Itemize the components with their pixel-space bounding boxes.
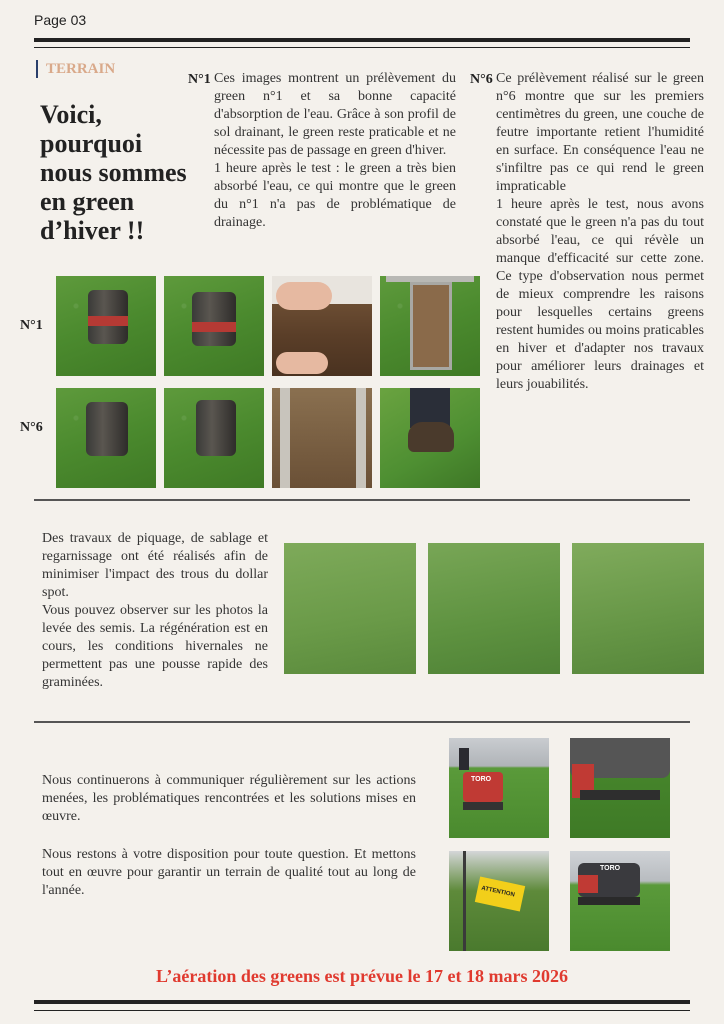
n1-label: N°1 [188, 72, 211, 87]
n6-boot-on-green-photo [380, 388, 480, 488]
page-number: Page 03 [34, 12, 87, 28]
aerator-photo-1 [449, 738, 549, 838]
divider-2 [34, 721, 690, 723]
warning-sign-photo [449, 851, 549, 951]
footer-rule-thin [34, 1010, 690, 1011]
n6-para-1: Ce prélèvement réalisé sur le green n°6 montre que sur les premiers centimètres du green, une couche de feutre importante retient l'humidité en surface. En conséquence l'eau ne s'infiltre pas ce qui rend le green impraticable [496, 71, 704, 194]
n6-cup-photo-1 [56, 388, 156, 488]
machine-brand-2: TORO [600, 865, 621, 872]
photo-row-label-n6: N°6 [20, 420, 43, 435]
n1-para-1: Ces images montrent un prélèvement du green n°1 et sa bonne capacité d'absorption de l'eau. Grâce à son profil de sol drainant, le green reste praticable et ne nécessite pas de passage en green d'hiver. [214, 71, 456, 158]
aeration-announcement: L’aération des greens est prévue le 17 et 18 mars 2026 [156, 966, 568, 986]
header-rule-thin [34, 47, 690, 48]
divider-1 [34, 499, 690, 501]
works-para-2: Vous pouvez observer sur les photos la levée des semis. La régénération est en cours, les conditions hivernales ne permettent pas une pousse rapide des graminées. [42, 603, 268, 690]
n1-soil-core-photo [272, 276, 372, 376]
n1-cup-photo-1 [56, 276, 156, 376]
header-rule-thick [34, 38, 690, 42]
n6-label: N°6 [470, 72, 493, 87]
communication-text: Nous continuerons à communiquer régulièrement sur les actions menées, les problématiques rencontrées et les solutions mises en œuvre. [42, 773, 416, 824]
seedling-photo-1 [284, 543, 416, 674]
n6-para-2: 1 heure après le test, nous avons constaté que le green n'a pas du tout absorbé l'eau, ce qui révèle un manque d'efficacité sur cette zone. Ce type d'observation nous permet de mieux comprendre les raisons pour lesquelles certains greens restent humides ou moins praticables en hiver et d'adapter nos travaux pour améliorer leurs drainages et leurs jouabilités. [496, 197, 704, 392]
page-title: Voici, pourquoi nous sommes en green d’hiver !! [40, 100, 187, 245]
n6-cup-photo-2 [164, 388, 264, 488]
aerator-photo-2 [570, 738, 670, 838]
n6-description [496, 70, 704, 394]
photo-row-label-n1: N°1 [20, 318, 43, 333]
n1-description [214, 70, 456, 232]
seedling-photo-2 [428, 543, 560, 674]
works-description [42, 530, 268, 692]
works-para-1: Des travaux de piquage, de sablage et regarnissage ont été réalisés afin de minimiser l'impact des trous du dollar spot. [42, 531, 268, 600]
n1-cup-photo-2 [164, 276, 264, 376]
machine-brand-1: TORO [471, 776, 492, 783]
availability-text: Nous restons à votre disposition pour toute question. Et mettons tout en œuvre pour garantir un terrain de qualité tout au long de l'année. [42, 847, 416, 898]
section-tag: TERRAIN [36, 60, 115, 78]
sign-label: ATTENTION [480, 885, 516, 899]
footer-rule-thick [34, 1000, 690, 1004]
n6-thatch-core-photo [272, 388, 372, 488]
aerator-photo-3 [570, 851, 670, 951]
n1-sample-tray-photo [380, 276, 480, 376]
n1-para-2: 1 heure après le test : le green a très bien absorbé l'eau, ce qui montre que le green du n°1 n'a pas de problématique de drainage. [214, 161, 456, 230]
seedling-photo-3 [572, 543, 704, 674]
